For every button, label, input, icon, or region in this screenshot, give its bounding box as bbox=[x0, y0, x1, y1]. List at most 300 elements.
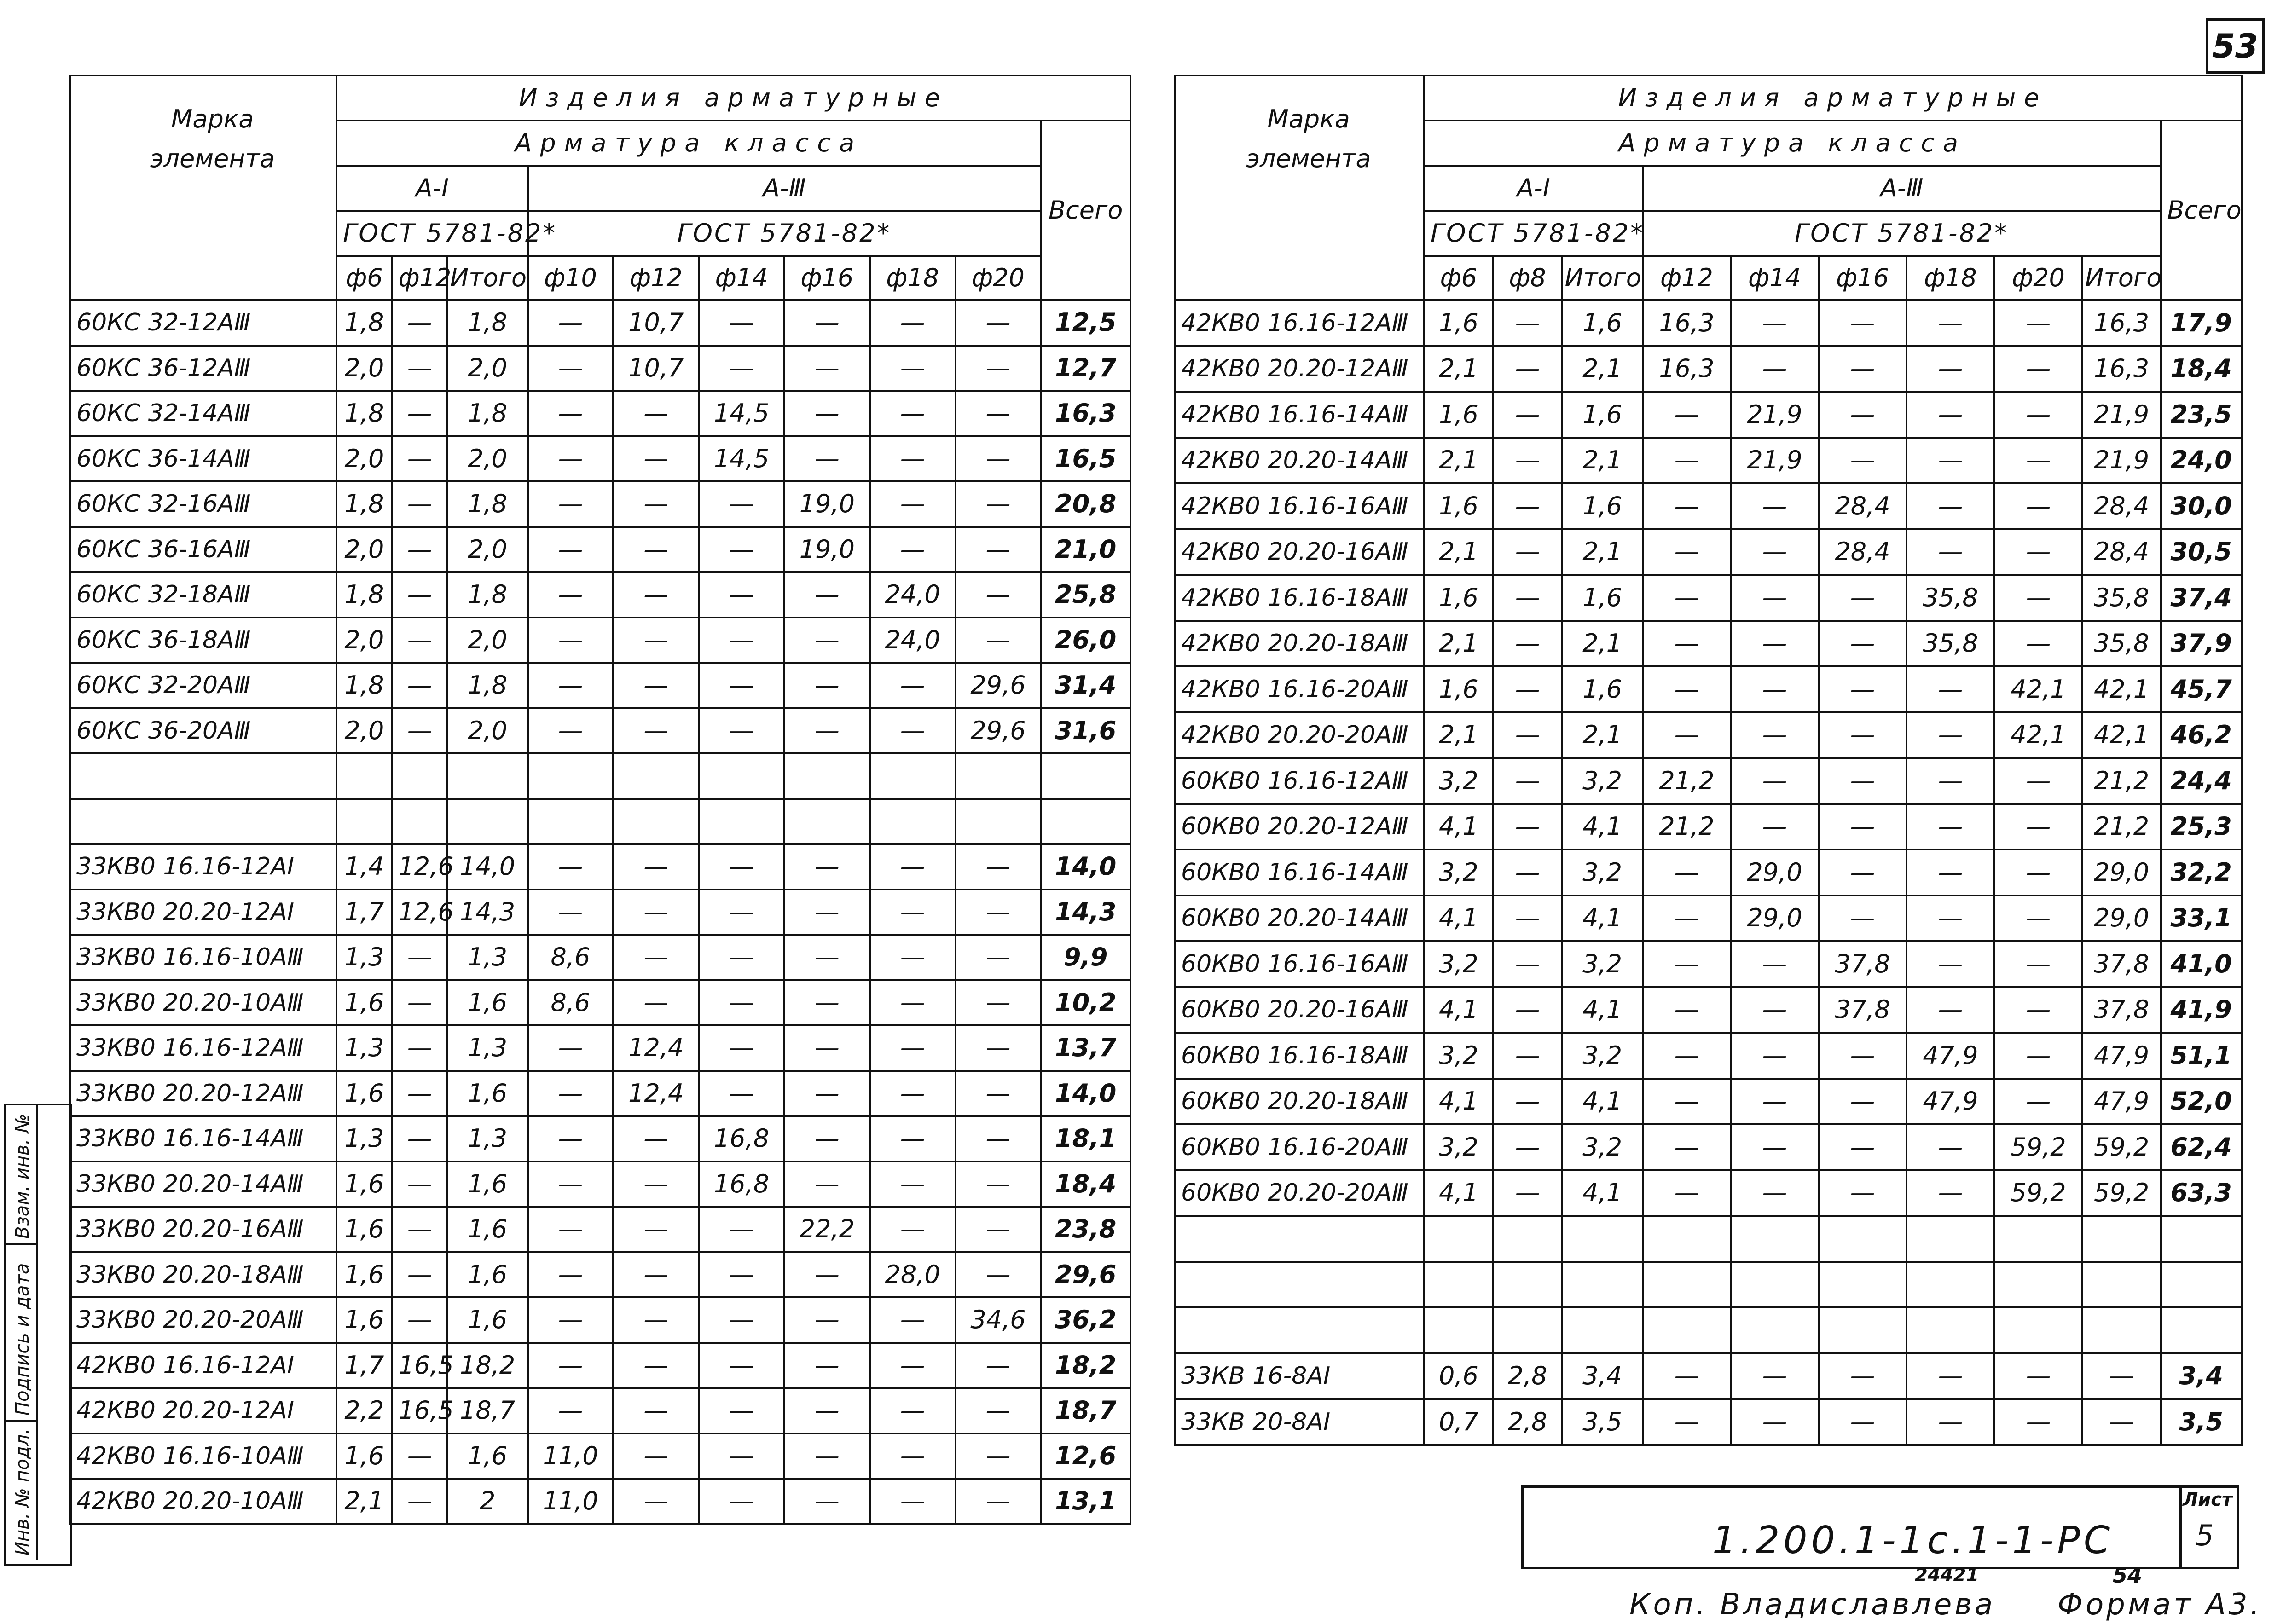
value-cell: 1,6 bbox=[1424, 392, 1493, 438]
side-stamp-label: Взам. инв. № bbox=[12, 1114, 33, 1239]
element-mark-cell: 60КВ0 16.16-14АⅢ bbox=[1175, 850, 1424, 896]
table-row bbox=[70, 1343, 1130, 1388]
value-cell bbox=[870, 753, 956, 799]
value-cell: — bbox=[1907, 896, 1994, 942]
value-cell: — bbox=[699, 346, 784, 391]
element-mark-cell: 42КВ0 16.16-18АⅢ bbox=[1175, 575, 1424, 621]
table-row bbox=[1175, 575, 2242, 621]
value-cell: — bbox=[784, 663, 870, 708]
element-mark-cell: 33КВ0 20.20-12АⅢ bbox=[70, 1071, 336, 1116]
value-cell: 37,8 bbox=[2082, 987, 2161, 1033]
table-row bbox=[70, 1207, 1130, 1252]
value-cell: — bbox=[699, 481, 784, 527]
value-cell bbox=[1493, 1216, 1562, 1262]
value-cell: 28,0 bbox=[870, 1252, 956, 1298]
value-cell: 14,5 bbox=[699, 391, 784, 436]
value-cell: 1,6 bbox=[1562, 392, 1643, 438]
value-cell: 1,3 bbox=[336, 935, 392, 980]
total-cell: 37,4 bbox=[2161, 575, 2242, 621]
value-cell: 35,8 bbox=[2082, 575, 2161, 621]
total-cell: 18,4 bbox=[1041, 1162, 1130, 1207]
value-cell: 37,8 bbox=[2082, 941, 2161, 987]
class-a3-header: А-Ⅲ bbox=[1643, 166, 2161, 211]
value-cell: — bbox=[784, 572, 870, 618]
value-cell: 16,5 bbox=[392, 1343, 447, 1388]
value-cell: — bbox=[1643, 850, 1731, 896]
rebar-class-header: Арматура класса bbox=[1424, 121, 2161, 166]
value-cell: — bbox=[1731, 300, 1819, 346]
value-cell: — bbox=[1493, 1170, 1562, 1216]
value-cell bbox=[1731, 1216, 1819, 1262]
value-cell: — bbox=[1819, 1124, 1907, 1170]
total-cell: 23,8 bbox=[1041, 1207, 1130, 1252]
value-cell: — bbox=[1643, 392, 1731, 438]
value-cell: — bbox=[392, 980, 447, 1026]
value-cell: — bbox=[1994, 758, 2082, 804]
total-header: Всего bbox=[1041, 121, 1130, 300]
value-cell bbox=[336, 753, 392, 799]
value-cell: — bbox=[699, 1207, 784, 1252]
value-cell: — bbox=[1731, 987, 1819, 1033]
value-cell: — bbox=[1493, 529, 1562, 575]
value-cell: 59,2 bbox=[1994, 1124, 2082, 1170]
itogo-header: Итого bbox=[447, 256, 528, 300]
value-cell: 4,1 bbox=[1424, 896, 1493, 942]
value-cell: — bbox=[870, 1116, 956, 1162]
value-cell: 1,8 bbox=[336, 481, 392, 527]
table-row bbox=[1175, 346, 2242, 392]
element-mark-cell: 60КС 36-14АⅢ bbox=[70, 436, 336, 482]
value-cell: 1,6 bbox=[1562, 483, 1643, 529]
element-mark-cell: 33КВ0 16.16-12АI bbox=[70, 844, 336, 890]
value-cell: — bbox=[1731, 1124, 1819, 1170]
value-cell: 35,8 bbox=[2082, 621, 2161, 667]
table-row bbox=[70, 572, 1130, 618]
value-cell: — bbox=[1819, 1353, 1907, 1399]
value-cell: — bbox=[956, 1388, 1041, 1433]
products-title: Изделия арматурные bbox=[336, 75, 1130, 121]
value-cell: — bbox=[870, 1297, 956, 1343]
value-cell: — bbox=[1907, 438, 1994, 484]
value-cell: — bbox=[392, 346, 447, 391]
value-cell: — bbox=[1994, 438, 2082, 484]
value-cell: 24,0 bbox=[870, 572, 956, 618]
value-cell: — bbox=[699, 844, 784, 890]
table-row bbox=[70, 844, 1130, 890]
gost-a3-header: ГОСТ 5781-82* bbox=[528, 211, 1041, 256]
element-mark-cell: 42КВ0 20.20-16АⅢ bbox=[1175, 529, 1424, 575]
table-row bbox=[70, 1071, 1130, 1116]
value-cell: 2,1 bbox=[1562, 712, 1643, 758]
value-cell: — bbox=[699, 527, 784, 572]
value-cell: 11,0 bbox=[528, 1479, 614, 1524]
value-cell bbox=[1643, 1307, 1731, 1353]
value-cell: — bbox=[1994, 483, 2082, 529]
value-cell: — bbox=[1643, 1170, 1731, 1216]
value-cell: — bbox=[1493, 804, 1562, 850]
value-cell: — bbox=[1493, 666, 1562, 712]
value-cell: — bbox=[1819, 666, 1907, 712]
value-cell: 2,0 bbox=[336, 708, 392, 754]
value-cell: 47,9 bbox=[1907, 1079, 1994, 1125]
value-cell: — bbox=[1819, 300, 1907, 346]
value-cell bbox=[528, 799, 614, 844]
value-cell: — bbox=[1493, 850, 1562, 896]
value-cell: 3,4 bbox=[1562, 1353, 1643, 1399]
value-cell: — bbox=[956, 391, 1041, 436]
value-cell: — bbox=[1994, 850, 2082, 896]
value-cell: — bbox=[1907, 483, 1994, 529]
value-cell: 18,2 bbox=[447, 1343, 528, 1388]
value-cell: — bbox=[870, 844, 956, 890]
total-cell: 18,1 bbox=[1041, 1116, 1130, 1162]
total-cell: 14,0 bbox=[1041, 844, 1130, 890]
element-mark-cell: 60КС 32-18АⅢ bbox=[70, 572, 336, 618]
total-cell: 63,3 bbox=[2161, 1170, 2242, 1216]
value-cell: — bbox=[1493, 987, 1562, 1033]
value-cell: — bbox=[1731, 529, 1819, 575]
value-cell: — bbox=[1819, 392, 1907, 438]
page-number: 53 bbox=[2206, 18, 2265, 74]
value-cell: 1,6 bbox=[447, 1162, 528, 1207]
value-cell: 42,1 bbox=[2082, 712, 2161, 758]
value-cell bbox=[1819, 1216, 1907, 1262]
table-row bbox=[1175, 758, 2242, 804]
value-cell: — bbox=[1907, 300, 1994, 346]
value-cell: — bbox=[1643, 529, 1731, 575]
value-cell: — bbox=[613, 1343, 699, 1388]
value-cell: — bbox=[870, 663, 956, 708]
element-mark-cell: 60КВ0 16.16-20АⅢ bbox=[1175, 1124, 1424, 1170]
value-cell: — bbox=[1819, 1079, 1907, 1125]
table-row bbox=[1175, 1124, 2242, 1170]
total-cell: 45,7 bbox=[2161, 666, 2242, 712]
element-mark-cell: 42КВ0 16.16-16АⅢ bbox=[1175, 483, 1424, 529]
value-cell: — bbox=[699, 618, 784, 663]
element-mark-cell bbox=[1175, 1216, 1424, 1262]
value-cell: — bbox=[699, 572, 784, 618]
value-cell: 12,6 bbox=[392, 844, 447, 890]
value-cell: — bbox=[1493, 438, 1562, 484]
value-cell: 1,3 bbox=[447, 1025, 528, 1071]
value-cell: — bbox=[956, 572, 1041, 618]
value-cell: — bbox=[1731, 712, 1819, 758]
table-row bbox=[1175, 666, 2242, 712]
value-cell: — bbox=[528, 1116, 614, 1162]
value-cell: — bbox=[1907, 712, 1994, 758]
total-cell bbox=[2161, 1307, 2242, 1353]
value-cell: — bbox=[784, 1343, 870, 1388]
value-cell: — bbox=[956, 346, 1041, 391]
value-cell: 1,6 bbox=[336, 1071, 392, 1116]
table-row bbox=[1175, 712, 2242, 758]
class-a3-header: А-Ⅲ bbox=[528, 166, 1041, 211]
diameter-header: ф20 bbox=[956, 256, 1041, 300]
total-cell: 17,9 bbox=[2161, 300, 2242, 346]
value-cell: — bbox=[392, 527, 447, 572]
table-row bbox=[1175, 1033, 2242, 1079]
table-row bbox=[1175, 1307, 2242, 1353]
value-cell: — bbox=[870, 436, 956, 482]
value-cell: — bbox=[1731, 666, 1819, 712]
table-row bbox=[70, 300, 1130, 346]
table-row bbox=[1175, 392, 2242, 438]
value-cell: — bbox=[1907, 1399, 1994, 1445]
value-cell: 1,6 bbox=[336, 1252, 392, 1298]
value-cell bbox=[1819, 1262, 1907, 1308]
value-cell: — bbox=[1731, 1353, 1819, 1399]
value-cell: — bbox=[784, 618, 870, 663]
value-cell: 1,3 bbox=[447, 1116, 528, 1162]
table-row bbox=[1175, 896, 2242, 942]
element-mark-cell: 33КВ0 20.20-12АI bbox=[70, 890, 336, 935]
value-cell: — bbox=[784, 890, 870, 935]
total-cell: 18,4 bbox=[2161, 346, 2242, 392]
value-cell: — bbox=[699, 1071, 784, 1116]
element-mark-cell: 33КВ0 16.16-10АⅢ bbox=[70, 935, 336, 980]
value-cell: — bbox=[613, 436, 699, 482]
value-cell: 2,1 bbox=[1562, 346, 1643, 392]
value-cell: — bbox=[699, 890, 784, 935]
value-cell: — bbox=[784, 980, 870, 1026]
value-cell: — bbox=[784, 1071, 870, 1116]
value-cell: — bbox=[528, 481, 614, 527]
value-cell: — bbox=[1819, 758, 1907, 804]
side-stamp-cell bbox=[6, 1105, 38, 1245]
value-cell: — bbox=[392, 391, 447, 436]
value-cell: 1,8 bbox=[336, 391, 392, 436]
total-header: Всего bbox=[2161, 121, 2242, 300]
value-cell bbox=[1562, 1262, 1643, 1308]
value-cell: — bbox=[956, 1162, 1041, 1207]
value-cell: — bbox=[1643, 666, 1731, 712]
value-cell: — bbox=[613, 935, 699, 980]
value-cell: — bbox=[1907, 529, 1994, 575]
element-mark-cell: 60КС 32-14АⅢ bbox=[70, 391, 336, 436]
value-cell: 16,3 bbox=[2082, 300, 2161, 346]
value-cell: 2,1 bbox=[1562, 438, 1643, 484]
value-cell: — bbox=[392, 1297, 447, 1343]
element-mark-cell: 42КВ0 16.16-14АⅢ bbox=[1175, 392, 1424, 438]
value-cell: — bbox=[699, 1479, 784, 1524]
element-mark-cell: 60КС 36-20АⅢ bbox=[70, 708, 336, 754]
value-cell: — bbox=[1819, 346, 1907, 392]
total-cell: 26,0 bbox=[1041, 618, 1130, 663]
value-cell: — bbox=[528, 708, 614, 754]
value-cell: 1,6 bbox=[1562, 666, 1643, 712]
value-cell: 1,4 bbox=[336, 844, 392, 890]
value-cell: — bbox=[392, 1162, 447, 1207]
value-cell: — bbox=[528, 1071, 614, 1116]
value-cell: — bbox=[699, 1025, 784, 1071]
value-cell: — bbox=[1907, 392, 1994, 438]
value-cell: — bbox=[392, 663, 447, 708]
element-mark-cell: 60КВ0 16.16-18АⅢ bbox=[1175, 1033, 1424, 1079]
value-cell: — bbox=[392, 618, 447, 663]
value-cell: 14,3 bbox=[447, 890, 528, 935]
diameter-header: ф6 bbox=[336, 256, 392, 300]
value-cell bbox=[784, 753, 870, 799]
value-cell: — bbox=[870, 708, 956, 754]
value-cell: 2,2 bbox=[336, 1388, 392, 1433]
total-cell: 20,8 bbox=[1041, 481, 1130, 527]
value-cell bbox=[1994, 1262, 2082, 1308]
value-cell: 34,6 bbox=[956, 1297, 1041, 1343]
value-cell: — bbox=[1493, 1033, 1562, 1079]
value-cell: — bbox=[1643, 483, 1731, 529]
value-cell: — bbox=[870, 1479, 956, 1524]
side-stamp-label: Инв. № подл. bbox=[12, 1428, 33, 1555]
total-cell: 16,3 bbox=[1041, 391, 1130, 436]
value-cell: 21,2 bbox=[2082, 758, 2161, 804]
value-cell: — bbox=[1643, 941, 1731, 987]
value-cell: 1,6 bbox=[1424, 483, 1493, 529]
value-cell bbox=[1493, 1307, 1562, 1353]
value-cell: — bbox=[613, 1433, 699, 1479]
value-cell: — bbox=[528, 1297, 614, 1343]
value-cell: — bbox=[1731, 483, 1819, 529]
value-cell: — bbox=[528, 1162, 614, 1207]
value-cell: — bbox=[613, 890, 699, 935]
value-cell: — bbox=[392, 1479, 447, 1524]
table-row bbox=[70, 1116, 1130, 1162]
value-cell: 2,0 bbox=[447, 436, 528, 482]
table-row bbox=[70, 753, 1130, 799]
value-cell: — bbox=[1994, 987, 2082, 1033]
element-mark-cell: 33КВ0 16.16-12АⅢ bbox=[70, 1025, 336, 1071]
value-cell: 59,2 bbox=[2082, 1170, 2161, 1216]
value-cell: — bbox=[2082, 1399, 2161, 1445]
value-cell: 2 bbox=[447, 1479, 528, 1524]
table-row bbox=[70, 1388, 1130, 1433]
value-cell: — bbox=[956, 618, 1041, 663]
value-cell bbox=[699, 753, 784, 799]
value-cell: 2,8 bbox=[1493, 1353, 1562, 1399]
value-cell: — bbox=[1731, 758, 1819, 804]
value-cell: — bbox=[613, 572, 699, 618]
value-cell: — bbox=[1493, 621, 1562, 667]
value-cell bbox=[2082, 1216, 2161, 1262]
value-cell: 21,9 bbox=[2082, 392, 2161, 438]
value-cell: — bbox=[699, 663, 784, 708]
value-cell: — bbox=[1994, 1353, 2082, 1399]
value-cell: — bbox=[956, 527, 1041, 572]
value-cell bbox=[956, 753, 1041, 799]
value-cell: 2,0 bbox=[447, 618, 528, 663]
total-cell: 3,5 bbox=[2161, 1399, 2242, 1445]
value-cell: — bbox=[699, 300, 784, 346]
value-cell: 12,4 bbox=[613, 1071, 699, 1116]
total-cell: 37,9 bbox=[2161, 621, 2242, 667]
total-cell bbox=[1041, 799, 1130, 844]
element-mark-cell: 42КВ0 20.20-12АⅢ bbox=[1175, 346, 1424, 392]
element-mark-cell: 33КВ0 20.20-20АⅢ bbox=[70, 1297, 336, 1343]
diameter-header: ф18 bbox=[1907, 256, 1994, 300]
diameter-header: ф16 bbox=[784, 256, 870, 300]
value-cell: 42,1 bbox=[2082, 666, 2161, 712]
diameter-header: ф12 bbox=[392, 256, 447, 300]
value-cell bbox=[1907, 1216, 1994, 1262]
value-cell bbox=[1562, 1216, 1643, 1262]
value-cell: — bbox=[1994, 346, 2082, 392]
value-cell: — bbox=[784, 1297, 870, 1343]
value-cell: 8,6 bbox=[528, 980, 614, 1026]
value-cell: 1,7 bbox=[336, 1343, 392, 1388]
value-cell: — bbox=[870, 346, 956, 391]
value-cell: 1,6 bbox=[336, 1433, 392, 1479]
value-cell: 1,6 bbox=[336, 980, 392, 1026]
value-cell: — bbox=[1907, 987, 1994, 1033]
value-cell: — bbox=[1994, 300, 2082, 346]
total-cell: 3,4 bbox=[2161, 1353, 2242, 1399]
value-cell: — bbox=[1819, 804, 1907, 850]
element-mark-cell: 33КВ0 20.20-18АⅢ bbox=[70, 1252, 336, 1298]
value-cell: — bbox=[392, 481, 447, 527]
value-cell: 2,1 bbox=[1424, 529, 1493, 575]
value-cell: 3,2 bbox=[1424, 850, 1493, 896]
value-cell: — bbox=[528, 1207, 614, 1252]
value-cell bbox=[2082, 1307, 2161, 1353]
class-a1-header: А-I bbox=[336, 166, 527, 211]
value-cell: 42,1 bbox=[1994, 712, 2082, 758]
value-cell: 10,7 bbox=[613, 346, 699, 391]
value-cell: 3,2 bbox=[1424, 1033, 1493, 1079]
value-cell: 4,1 bbox=[1562, 896, 1643, 942]
value-cell: 3,2 bbox=[1562, 1033, 1643, 1079]
value-cell: 2,1 bbox=[336, 1479, 392, 1524]
value-cell: — bbox=[956, 300, 1041, 346]
value-cell: 1,6 bbox=[336, 1207, 392, 1252]
value-cell: 35,8 bbox=[1907, 621, 1994, 667]
table-row bbox=[70, 436, 1130, 482]
side-stamp bbox=[4, 1104, 72, 1566]
total-cell: 12,7 bbox=[1041, 346, 1130, 391]
value-cell: — bbox=[870, 1388, 956, 1433]
element-mark-cell: 42КВ0 16.16-20АⅢ bbox=[1175, 666, 1424, 712]
value-cell: — bbox=[784, 346, 870, 391]
element-mark-cell: 42КВ0 16.16-10АⅢ bbox=[70, 1433, 336, 1479]
total-cell: 24,0 bbox=[2161, 438, 2242, 484]
value-cell: — bbox=[699, 1433, 784, 1479]
value-cell bbox=[1424, 1262, 1493, 1308]
value-cell: — bbox=[1994, 621, 2082, 667]
value-cell: — bbox=[956, 844, 1041, 890]
diameter-header: ф8 bbox=[1493, 256, 1562, 300]
value-cell: 12,6 bbox=[392, 890, 447, 935]
value-cell: 3,2 bbox=[1562, 941, 1643, 987]
value-cell: 1,6 bbox=[447, 1071, 528, 1116]
value-cell: — bbox=[1907, 804, 1994, 850]
total-cell: 13,1 bbox=[1041, 1479, 1130, 1524]
table-row bbox=[70, 1479, 1130, 1524]
total-cell: 29,6 bbox=[1041, 1252, 1130, 1298]
value-cell bbox=[1493, 1262, 1562, 1308]
value-cell: — bbox=[1819, 1033, 1907, 1079]
value-cell: — bbox=[1493, 896, 1562, 942]
value-cell: 1,8 bbox=[447, 663, 528, 708]
value-cell: — bbox=[1819, 621, 1907, 667]
value-cell: — bbox=[613, 1297, 699, 1343]
value-cell: 0,7 bbox=[1424, 1399, 1493, 1445]
value-cell: — bbox=[613, 1479, 699, 1524]
value-cell: 3,2 bbox=[1562, 758, 1643, 804]
inventory-page: 54 bbox=[2113, 1563, 2143, 1588]
value-cell: 2,0 bbox=[447, 346, 528, 391]
value-cell: 1,6 bbox=[447, 1433, 528, 1479]
value-cell: 2,0 bbox=[447, 527, 528, 572]
value-cell: 16,8 bbox=[699, 1162, 784, 1207]
value-cell: 2,1 bbox=[1424, 621, 1493, 667]
